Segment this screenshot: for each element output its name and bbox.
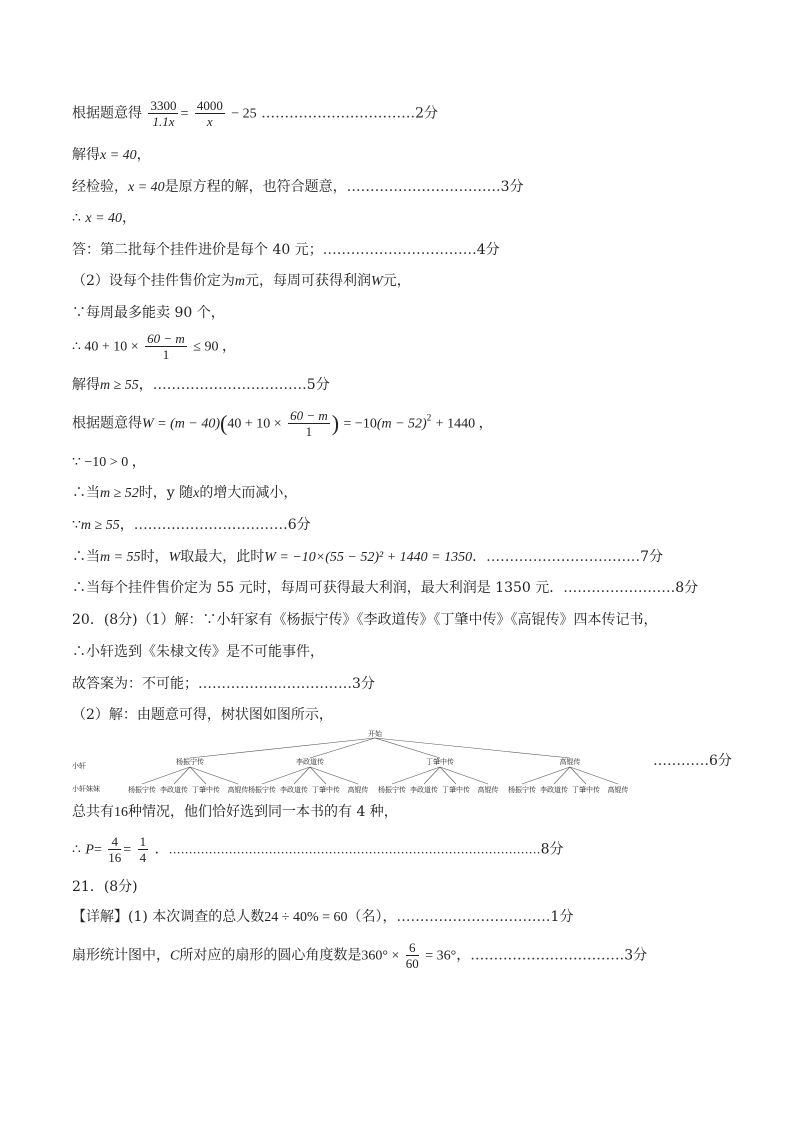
math-text: W xyxy=(371,274,383,289)
tree-node-level2: 高锟传 xyxy=(607,786,629,794)
tree-branch xyxy=(262,767,310,784)
text: 21．(8分) xyxy=(72,879,138,895)
tree-node-level1: 丁肇中传 xyxy=(426,758,454,766)
leader-dots: …………………………… xyxy=(322,242,477,258)
math-text: W xyxy=(168,550,181,565)
score: 3分 xyxy=(624,947,648,964)
text: ， xyxy=(119,517,134,533)
text: ， xyxy=(138,377,153,393)
leader-dots: …………………………… xyxy=(133,517,288,533)
tree-node-level1: 高锟传 xyxy=(559,758,581,766)
math-text: = xyxy=(93,842,102,858)
tree-node-level2: 杨振宁传 xyxy=(248,786,276,794)
text: ， xyxy=(456,947,471,964)
line-max xyxy=(72,548,663,567)
math-text: + 1440 ， xyxy=(435,416,493,432)
line-tree-intro xyxy=(72,706,333,724)
numerator: 4000 xyxy=(196,98,223,113)
tree-score-line xyxy=(653,752,732,770)
score: 1分 xyxy=(550,909,574,925)
denominator: x xyxy=(206,114,213,129)
score: 3分 xyxy=(500,179,524,195)
math-text: m ≥ 55 xyxy=(100,378,139,393)
text: 根据题意得 xyxy=(72,415,142,432)
denominator: 60 xyxy=(405,956,419,971)
tree-node-level1: 杨振宁传 xyxy=(176,758,204,766)
tree-node-level2: 李政道传 xyxy=(280,786,308,794)
line-m-constraint xyxy=(72,516,311,535)
line-coef xyxy=(72,453,146,472)
text: 总共有 xyxy=(72,804,114,820)
tree-branch xyxy=(310,767,358,784)
tree-branch xyxy=(392,767,440,784)
text: （2）解：由题意可得，树状图如图所示， xyxy=(72,707,333,723)
text: ∴小轩选到《朱棣文传》是不可能事件， xyxy=(72,644,324,660)
score: 5分 xyxy=(306,377,330,393)
exponent: 2 xyxy=(426,412,432,423)
leader-dots: …………………………… xyxy=(261,105,416,122)
leader-dots: …………………………… xyxy=(152,377,307,393)
math-text: 16 xyxy=(114,805,128,820)
line-solve xyxy=(72,146,151,165)
tree-node-level2: 高锟传 xyxy=(227,786,249,794)
leader-dots: ………………………………………………………………………………… xyxy=(168,842,541,857)
text: ∵ xyxy=(72,517,81,533)
text: 种情况，他们恰好选到同一本书的有 4 种， xyxy=(128,804,398,820)
text: ， xyxy=(122,210,137,226)
text: ∴当 xyxy=(72,549,100,565)
tree-node-level2: 丁肇中传 xyxy=(312,786,340,794)
text: ， xyxy=(136,147,151,163)
line-solve-m xyxy=(72,376,330,395)
numerator: 60 − m xyxy=(290,408,328,423)
tree-node-level2: 高锟传 xyxy=(477,786,499,794)
math-text: 40 + 10 × xyxy=(227,416,282,432)
tree-branch xyxy=(310,738,375,758)
text: ∴当 xyxy=(72,485,100,501)
line-therefore xyxy=(72,209,136,228)
line-total-people xyxy=(72,908,573,927)
math-text: ≤ 90 ， xyxy=(193,339,236,355)
text: ∴当每个挂件售价定为 55 元时，每周可获得最大利润，最大利润是 1350 元． xyxy=(72,580,564,596)
tree-branch xyxy=(570,767,618,784)
math-text: m ≥ 52 xyxy=(100,486,139,501)
numerator: 6 xyxy=(406,940,419,956)
tree-node-level2: 李政道传 xyxy=(160,786,188,794)
numerator: 60 − m xyxy=(147,331,185,346)
text: ∴ xyxy=(72,841,81,858)
text: （名）， xyxy=(347,909,397,925)
text: ∵每周最多能卖 90 个， xyxy=(72,305,225,321)
tree-diagram xyxy=(70,728,710,798)
math-text: (m − 52) xyxy=(376,416,427,432)
text: ． xyxy=(154,841,169,858)
line-q20 xyxy=(72,611,658,629)
tree-node-level1: 李政道传 xyxy=(296,758,324,766)
line-probability xyxy=(72,834,564,865)
score: 6分 xyxy=(709,753,732,769)
math-text: W = (m − 40) xyxy=(142,416,220,432)
leader-dots: …………………… xyxy=(563,580,676,596)
line-total-cases xyxy=(72,803,398,822)
line-check xyxy=(72,178,524,197)
line-q21 xyxy=(72,878,138,896)
leader-dots: …………………………… xyxy=(396,909,551,925)
denominator: 16 xyxy=(108,850,122,865)
math-text: x xyxy=(193,486,200,501)
text: 答：第二批每个挂件进价是每个 40 元； xyxy=(72,242,323,258)
text: 故答案为：不可能； xyxy=(72,676,198,692)
text: （2）设每个挂件售价定为 xyxy=(72,273,235,289)
text: 扇形统计图中， xyxy=(72,947,170,964)
math-text: = 36° xyxy=(425,948,457,964)
line-profit-function xyxy=(72,408,493,439)
tree-node-level2: 丁肇中传 xyxy=(572,786,600,794)
fraction xyxy=(145,331,187,362)
tree-branch xyxy=(142,767,190,784)
equals-sign: = xyxy=(180,106,189,122)
text: 解得 xyxy=(72,377,100,393)
math-text: m ≥ 55 xyxy=(80,518,120,533)
math-text: W = −10×(55 − 52)² + 1440 = 1350 xyxy=(264,550,473,565)
denominator: 1.1x xyxy=(152,114,175,129)
tree-node-level2: 李政道传 xyxy=(410,786,438,794)
text: 经检验， xyxy=(72,179,128,195)
fraction xyxy=(406,940,419,971)
score: 6分 xyxy=(287,517,311,533)
text: 时，y 随 xyxy=(138,485,194,501)
math-text: ∴ 40 + 10 × xyxy=(72,339,139,355)
math-text: ∵ −10 > 0 ， xyxy=(72,455,146,470)
math-text: P xyxy=(85,842,94,858)
fraction xyxy=(148,98,178,129)
score: 8分 xyxy=(675,580,699,596)
numerator: 4 xyxy=(108,834,121,850)
fraction xyxy=(288,408,330,439)
math-text: x = 40 xyxy=(100,148,137,163)
tree-branch xyxy=(375,738,440,758)
leader-dots: …………………………… xyxy=(470,947,625,964)
tree-branch xyxy=(190,767,238,784)
line-monotonic xyxy=(72,484,297,503)
math-text: C xyxy=(170,948,180,964)
tree-node-level2: 李政道传 xyxy=(540,786,568,794)
numerator: 1 xyxy=(139,834,147,849)
tree-row1-label: 小轩 xyxy=(72,762,86,770)
text: 元， xyxy=(382,273,411,289)
text: 的增大而减小， xyxy=(199,485,298,501)
line-because xyxy=(72,304,225,322)
denominator: 4 xyxy=(139,850,147,865)
text: ∴ xyxy=(72,210,81,226)
line-answer-impossible xyxy=(72,675,375,693)
text: 所对应的扇形的圆心角度数是 xyxy=(179,947,362,964)
text: ． xyxy=(472,549,487,565)
leader-dots: …………………………… xyxy=(198,676,352,692)
line-answer xyxy=(72,241,500,259)
line-equation xyxy=(72,98,438,129)
tree-branch xyxy=(190,738,375,758)
math-text: − 25 xyxy=(231,106,257,122)
text: 元，每周可获得利润 xyxy=(245,273,372,289)
math-text: m = 55 xyxy=(100,550,141,565)
tree-node-level2: 高锟传 xyxy=(347,786,369,794)
fraction xyxy=(138,834,149,865)
text: 根据题意得 xyxy=(72,105,142,122)
text: 解得 xyxy=(72,147,100,163)
leader-dots: …………………………… xyxy=(346,179,501,195)
paren-open: ( xyxy=(220,410,228,436)
line-part2 xyxy=(72,272,411,291)
math-text: = −10 xyxy=(343,416,377,432)
math-text: 360° × xyxy=(361,948,400,964)
score: 4分 xyxy=(476,242,500,258)
score: 3分 xyxy=(352,676,375,692)
fraction xyxy=(195,98,225,129)
fraction xyxy=(108,834,121,865)
leader-dots: …………………………… xyxy=(486,549,641,565)
text: 【详解】(1) 本次调查的总人数 xyxy=(72,909,265,925)
denominator: 1 xyxy=(162,347,170,362)
math-text: = xyxy=(123,842,132,858)
tree-node-level2: 杨振宁传 xyxy=(128,786,156,794)
tree-branch xyxy=(375,738,570,758)
line-impossible xyxy=(72,643,324,661)
tree-node-level2: 丁肇中传 xyxy=(192,786,220,794)
score: 8分 xyxy=(540,841,564,858)
tree-node-level2: 丁肇中传 xyxy=(442,786,470,794)
tree-node-level2: 杨振宁传 xyxy=(508,786,536,794)
numerator: 3300 xyxy=(150,98,177,113)
line-conclusion xyxy=(72,579,698,597)
paren-close: ) xyxy=(331,410,340,436)
leader-dots: ………… xyxy=(653,753,709,769)
text: 取最大，此时 xyxy=(180,549,265,565)
tree-root-label: 开始 xyxy=(368,730,382,738)
score: 2分 xyxy=(415,105,439,122)
math-text: 24 ÷ 40% = 60 xyxy=(264,910,348,925)
tree-row2-label: 小轩妹妹 xyxy=(72,785,100,793)
line-inequality xyxy=(72,331,236,362)
math-text: x = 40 xyxy=(128,180,165,195)
math-text: x = 40 xyxy=(85,211,123,226)
math-text: m xyxy=(234,274,246,289)
text: 20．(8分)（1）解：∵小轩家有《杨振宁传》《李政道传》《丁肇中传》《高锟传》四本传记书， xyxy=(72,612,658,628)
tree-node-level2: 杨振宁传 xyxy=(378,786,406,794)
score: 7分 xyxy=(640,549,664,565)
line-angle xyxy=(72,940,647,971)
tree-branch xyxy=(522,767,570,784)
denominator: 1 xyxy=(305,424,313,439)
tree-branch xyxy=(440,767,488,784)
text: 是原方程的解，也符合题意， xyxy=(164,179,347,195)
text: 时， xyxy=(140,549,169,565)
